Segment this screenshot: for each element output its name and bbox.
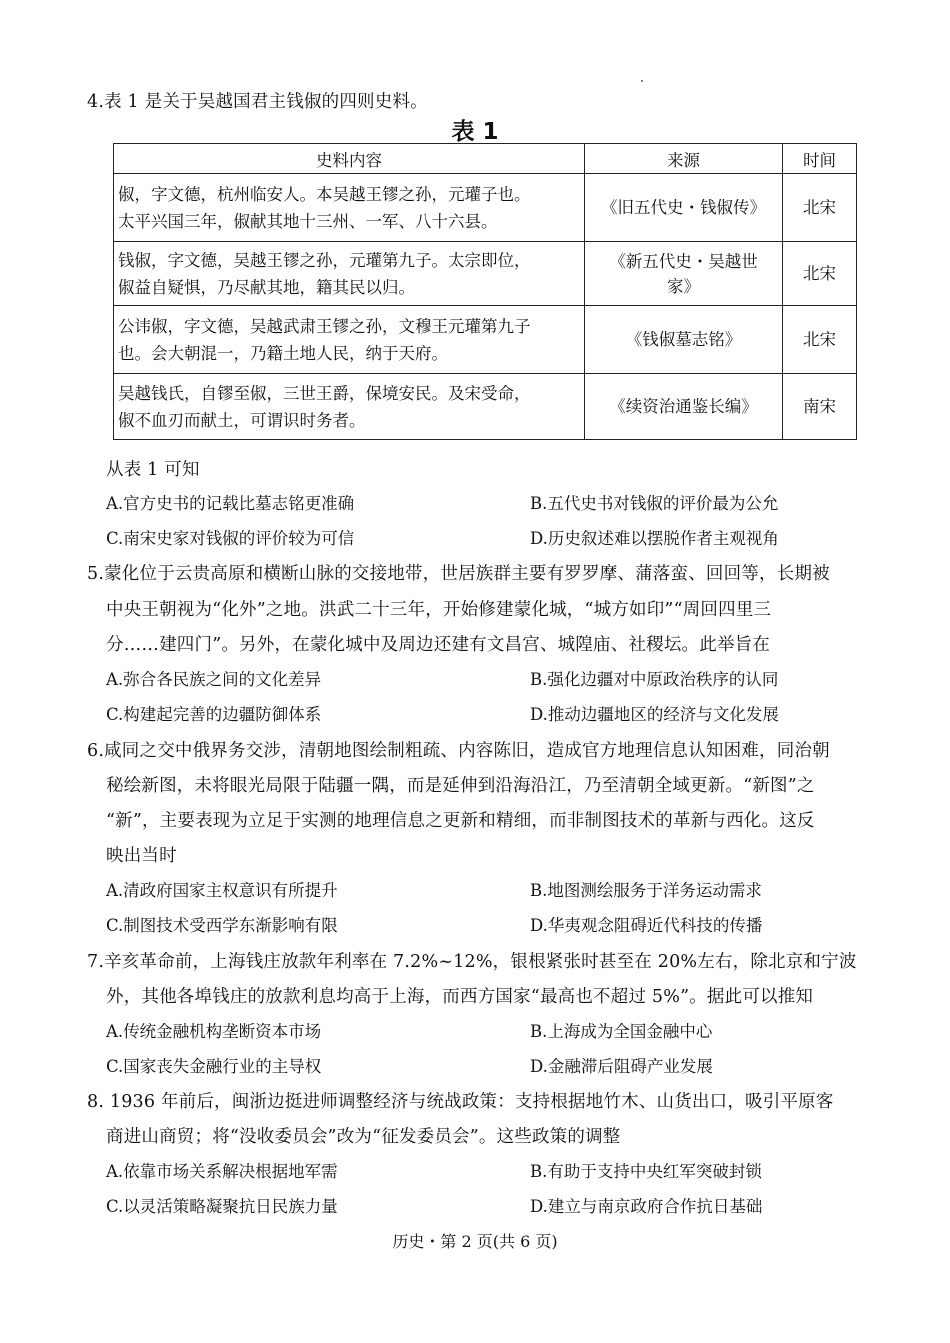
content-line: 俶益自疑惧，乃尽献其地，籍其民以归。: [118, 277, 415, 297]
q6-line: 6.咸同之交中俄界务交涉，清朝地图绘制粗疏、内容陈旧，造成官方地理信息认知困难，同治朝: [87, 741, 830, 761]
q6-line: “新”，主要表现为立足于实测的地理信息之更新和精细，而非制图技术的革新与西化。这反: [106, 811, 815, 831]
source-line: 家》: [667, 276, 700, 296]
q8-option-a[interactable]: A.依靠市场关系解决根据地军需: [106, 1162, 338, 1181]
row-time: 北宋: [783, 306, 857, 374]
q4-option-b[interactable]: B.五代史书对钱俶的评价最为公允: [530, 494, 779, 513]
q5-option-d[interactable]: D.推动边疆地区的经济与文化发展: [530, 705, 779, 724]
row-source: [585, 242, 783, 306]
row-content: [114, 374, 585, 440]
content-line: 太平兴国三年，俶献其地十三州、一军、八十六县。: [118, 211, 498, 231]
row-source: 《续资治通鉴长编》: [585, 374, 783, 440]
content-line: 也。会大朝混一，乃籍土地人民，纳于天府。: [118, 343, 448, 363]
q7-line: 7.辛亥革命前，上海钱庄放款年利率在 7.2%~12%，银根紧张时甚至在 20%左右，除北京和宁波: [87, 952, 857, 972]
q4-option-c[interactable]: C.南宋史家对钱俶的评价较为可信: [106, 529, 355, 548]
q8-option-d[interactable]: D.建立与南京政府合作抗日基础: [530, 1197, 763, 1216]
q6-line: 秘绘新图，未将眼光局限于陆疆一隅，而是延伸到沿海沿江，乃至清朝全域更新。“新图”之: [106, 776, 815, 796]
q8-line: 商进山商贸；将“没收委员会”改为“征发委员会”。这些政策的调整: [106, 1127, 621, 1147]
q5-line: 分……建四门”。另外，在蒙化城中及周边还建有文昌宫、城隍庙、社稷坛。此举旨在: [106, 635, 771, 655]
row-content: [114, 174, 585, 242]
q7-line: 外，其他各埠钱庄的放款利息均高于上海，而西方国家“最高也不超过 5%”。据此可以推知: [106, 987, 814, 1007]
q5-line: 5.蒙化位于云贵高原和横断山脉的交接地带，世居族群主要有罗罗摩、蒲落蛮、回回等，长期被: [87, 564, 830, 584]
q5-option-c[interactable]: C.构建起完善的边疆防御体系: [106, 705, 322, 724]
table-row: [114, 374, 857, 440]
row-source: 《钱俶墓志铭》: [585, 306, 783, 374]
content-line: 公讳俶，字文德，吴越武肃王镠之孙，文穆王元瓘第九子: [118, 316, 531, 336]
q8-option-b[interactable]: B.有助于支持中央红军突破封锁: [530, 1162, 762, 1181]
content-line: 吴越钱氏，自镠至俶，三世王爵，保境安民。及宋受命，: [118, 383, 531, 403]
q4-option-a[interactable]: A.官方史书的记载比墓志铭更准确: [106, 494, 355, 513]
table-caption: 表 1: [451, 119, 499, 145]
header-time: 时间: [783, 144, 857, 174]
table-row: [114, 306, 857, 374]
header-source: 来源: [585, 144, 783, 174]
content-line: 俶，字文德，杭州临安人。本吴越王镠之孙，元瓘子也。: [118, 184, 531, 204]
q5-option-a[interactable]: A.弥合各民族之间的文化差异: [106, 670, 322, 689]
q6-line: 映出当时: [106, 846, 177, 866]
q8-option-c[interactable]: C.以灵活策略凝聚抗日民族力量: [106, 1197, 338, 1216]
row-time: 北宋: [783, 174, 857, 242]
source-line: 《新五代史・吴越世: [609, 251, 758, 271]
q7-option-d[interactable]: D.金融滞后阻碍产业发展: [530, 1057, 713, 1076]
q6-option-c[interactable]: C.制图技术受西学东渐影响有限: [106, 916, 338, 935]
q6-option-a[interactable]: A.清政府国家主权意识有所提升: [106, 881, 338, 900]
row-time: 南宋: [783, 374, 857, 440]
q5-line: 中央王朝视为“化外”之地。洪武二十三年，开始修建蒙化城，“城方如印”“周回四里三: [106, 600, 772, 620]
row-source: 《旧五代史・钱俶传》: [585, 174, 783, 242]
header-content: 史料内容: [114, 144, 585, 174]
q7-option-c[interactable]: C.国家丧失金融行业的主导权: [106, 1057, 322, 1076]
content-line: 钱俶，字文德，吴越王镠之孙，元瓘第九子。太宗即位，: [118, 250, 531, 270]
q6-option-d[interactable]: D.华夷观念阻碍近代科技的传播: [530, 916, 763, 935]
q4-prompt: 从表 1 可知: [106, 460, 200, 480]
row-content: [114, 242, 585, 306]
table-row: [114, 174, 857, 242]
table-header-row: [114, 144, 857, 174]
q4-option-d[interactable]: D.历史叙述难以摆脱作者主观视角: [530, 529, 779, 548]
scan-dot: [641, 80, 643, 82]
q6-option-b[interactable]: B.地图测绘服务于洋务运动需求: [530, 881, 762, 900]
row-content: [114, 306, 585, 374]
page-footer: 历史・第 2 页(共 6 页): [392, 1232, 558, 1251]
source-table: [113, 143, 857, 440]
q4-stem: 4.表 1 是关于吴越国君主钱俶的四则史料。: [87, 92, 428, 112]
row-time: 北宋: [783, 242, 857, 306]
q7-option-a[interactable]: A.传统金融机构垄断资本市场: [106, 1022, 322, 1041]
q5-option-b[interactable]: B.强化边疆对中原政治秩序的认同: [530, 670, 779, 689]
table-row: [114, 242, 857, 306]
q8-line: 8. 1936 年前后，闽浙边挺进师调整经济与统战政策：支持根据地竹木、山货出口，吸引平原客: [87, 1092, 834, 1112]
content-line: 俶不血刃而献土，可谓识时务者。: [118, 410, 366, 430]
q7-option-b[interactable]: B.上海成为全国金融中心: [530, 1022, 713, 1041]
